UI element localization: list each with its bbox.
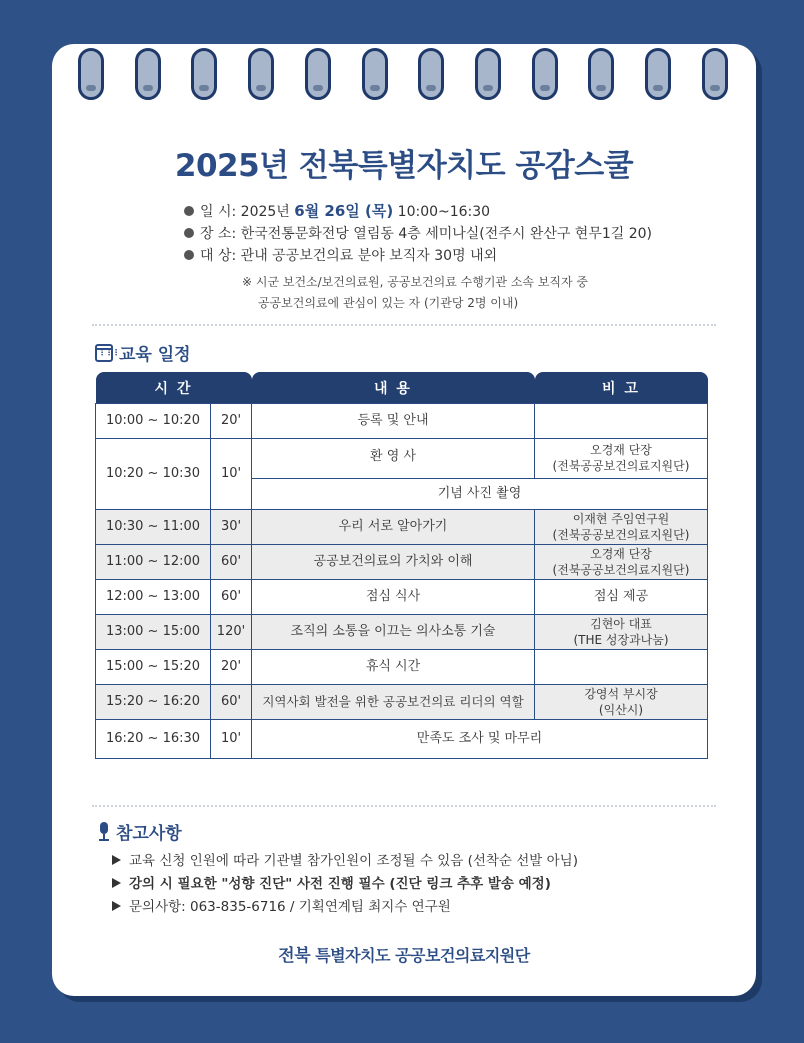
ring-icon	[418, 48, 444, 100]
arrow-icon	[112, 901, 121, 911]
ring-icon	[191, 48, 217, 100]
ring-icon	[78, 48, 104, 100]
arrow-icon	[112, 855, 121, 865]
schedule-section-title: ⋮⋮⋮ 교육 일정	[95, 340, 191, 365]
bullet-icon	[184, 250, 194, 260]
page-title: 2025년 전북특별자치도 공감스쿨	[174, 148, 634, 184]
ring-icon	[135, 48, 161, 100]
divider	[92, 324, 716, 326]
table-row: 15:20 ~ 16:20 60' 지역사회 발전을 위한 공공보건의료 리더의 역할 강영석 부시장 (익산시)	[96, 685, 708, 720]
schedule-table	[95, 372, 708, 759]
header-time: 시 간	[96, 372, 252, 404]
event-info	[184, 200, 652, 267]
header-content: 내 용	[252, 372, 535, 404]
table-row: 13:00 ~ 15:00 120' 조직의 소통을 이끄는 의사소통 기술 김현아 대표 (THE 성장과나눔)	[96, 615, 708, 650]
binder-rings	[78, 48, 728, 104]
calendar-icon	[95, 344, 113, 362]
ring-icon	[532, 48, 558, 100]
logo: 전북	[278, 946, 311, 966]
references-list	[112, 850, 578, 919]
table-row: 10:00 ~ 10:20 20' 등록 및 안내	[96, 404, 708, 439]
info-place: 장 소: 한국전통문화전당 열림동 4층 세미나실(전주시 완산구 현무1길 20)	[184, 223, 652, 245]
bullet-icon	[184, 228, 194, 238]
divider	[92, 805, 716, 807]
ring-icon	[362, 48, 388, 100]
footer-org-logo: 전북 특별자치도 공공보건의료지원단	[278, 946, 530, 966]
table-row: 15:00 ~ 15:20 20' 휴식 시간	[96, 650, 708, 685]
table-row: 10:20 ~ 10:30 10' 환 영 사 오경재 단장 (전북공공보건의료지원단)	[96, 439, 708, 479]
arrow-icon	[112, 878, 121, 888]
ring-icon	[645, 48, 671, 100]
list-item: 문의사항: 063-835-6716 / 기획연계팀 최지수 연구원	[112, 896, 578, 919]
table-row: 11:00 ~ 12:00 60' 공공보건의료의 가치와 이해 오경재 단장 (전북공공보건의료지원단)	[96, 545, 708, 580]
target-note: ※ 시군 보건소/보건의료원, 공공보건의료 수행기관 소속 보직자 중 공공보건의료에 관심이 있는 자 (기관당 2명 이내)	[242, 275, 589, 310]
table-row: 12:00 ~ 13:00 60' 점심 식사 점심 제공	[96, 580, 708, 615]
header-remark: 비 고	[535, 372, 708, 404]
table-row: 기념 사진 촬영	[96, 478, 708, 509]
date-highlight: 6월 26일 (목)	[294, 202, 394, 220]
info-date: 일 시: 2025년 6월 26일 (목) 10:00~16:30	[184, 200, 652, 223]
table-row: 16:20 ~ 16:30 10' 만족도 조사 및 마무리	[96, 720, 708, 759]
ring-icon	[475, 48, 501, 100]
ring-icon	[248, 48, 274, 100]
bullet-icon	[184, 206, 194, 216]
references-section-title: 참고사항	[98, 819, 182, 844]
ring-icon	[702, 48, 728, 100]
ring-icon	[305, 48, 331, 100]
info-target: 대 상: 관내 공공보건의료 분야 보직자 30명 내외	[184, 245, 652, 267]
list-item: 교육 신청 인원에 따라 기관별 참가인원이 조정될 수 있음 (선착순 선발 아님)	[112, 850, 578, 873]
ring-icon	[588, 48, 614, 100]
list-item: 강의 시 필요한 "성향 진단" 사전 진행 필수 (진단 링크 추후 발송 예정)	[112, 873, 578, 896]
table-row: 10:30 ~ 11:00 30' 우리 서로 알아가기 이재현 주임연구원 (전북공공보건의료지원단)	[96, 510, 708, 545]
microphone-icon	[98, 822, 110, 842]
